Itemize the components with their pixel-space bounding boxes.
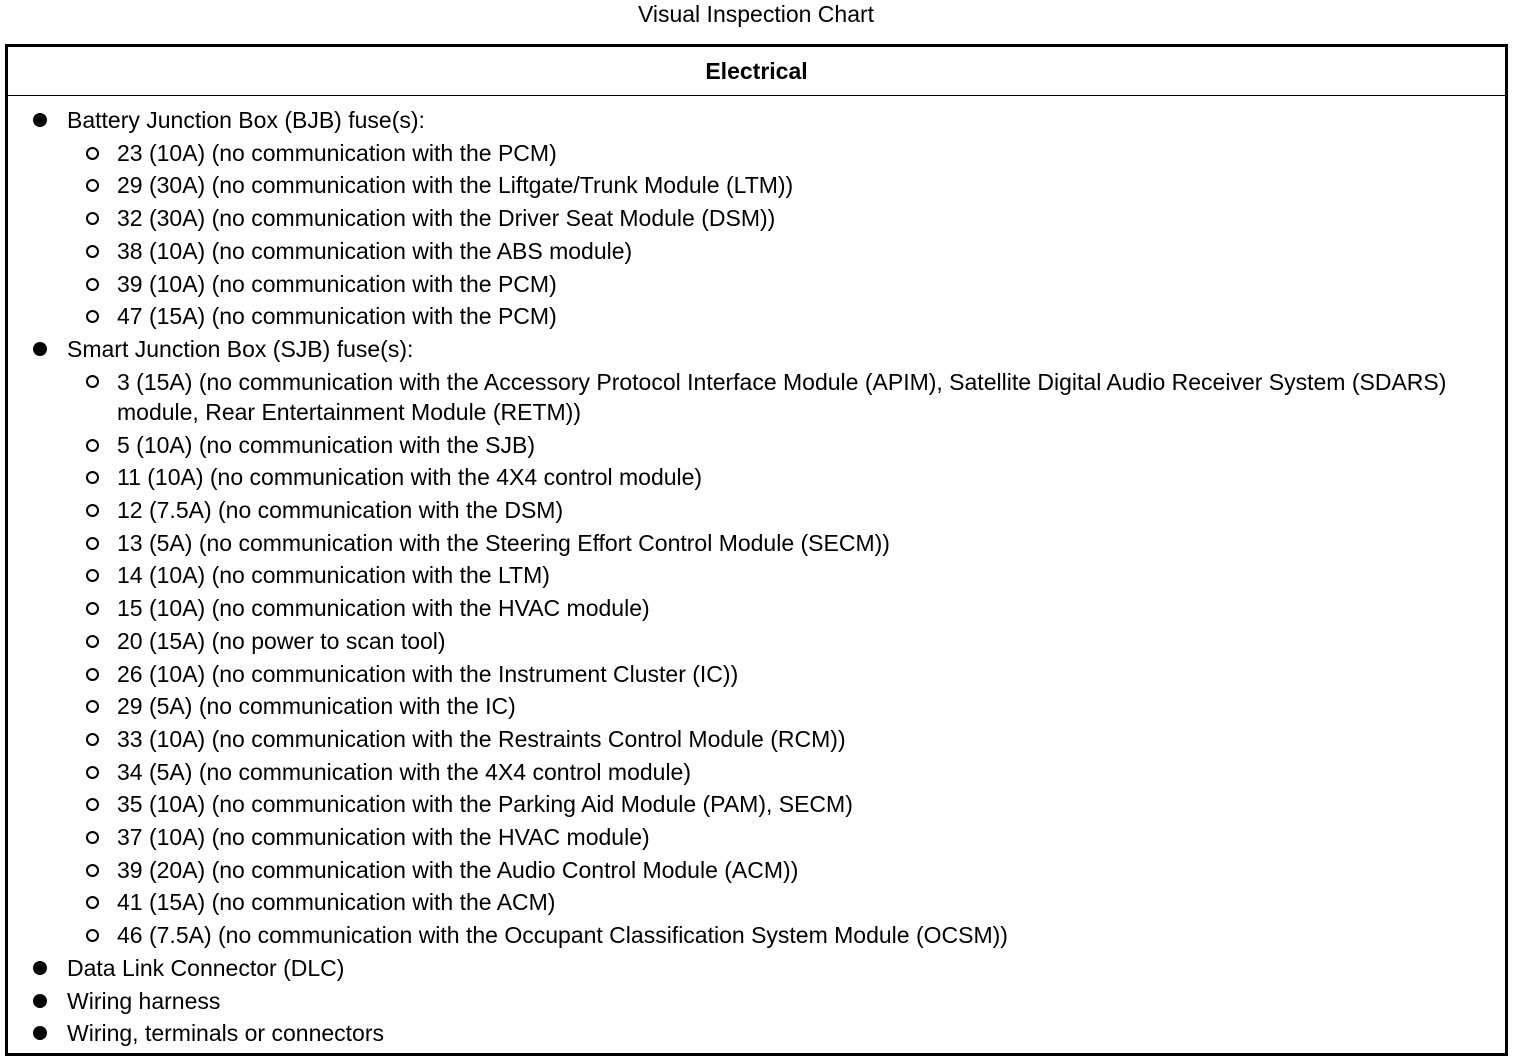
sub-list-item: 3 (15A) (no communication with the Accessory Protocol Interface Module (APIM), Satellite Digital Audio Receiver System (SDARS) module, Rear Entertainment Module (RETM)) — [8, 366, 1505, 429]
sub-list-item: 47 (15A) (no communication with the PCM) — [8, 300, 1505, 333]
sub-list-item: 14 (10A) (no communication with the LTM) — [8, 559, 1505, 592]
circle-bullet-icon — [86, 766, 99, 779]
sub-list-item: 5 (10A) (no communication with the SJB) — [8, 429, 1505, 462]
list-item-sjb — [8, 333, 1505, 366]
circle-bullet-icon — [86, 245, 99, 258]
circle-bullet-icon — [86, 375, 99, 388]
circle-bullet-icon — [86, 569, 99, 582]
circle-bullet-icon — [86, 179, 99, 192]
table-header: Electrical — [8, 47, 1505, 96]
bullet-icon — [33, 994, 47, 1008]
sub-list-item: 41 (15A) (no communication with the ACM) — [8, 886, 1505, 919]
bullet-icon — [33, 113, 47, 127]
list-item-label: Battery Junction Box (BJB) fuse(s): — [67, 107, 425, 133]
circle-bullet-icon — [86, 831, 99, 844]
circle-bullet-icon — [86, 212, 99, 225]
circle-bullet-icon — [86, 798, 99, 811]
sub-list-item: 39 (10A) (no communication with the PCM) — [8, 268, 1505, 301]
circle-bullet-icon — [86, 896, 99, 909]
sub-list-item: 23 (10A) (no communication with the PCM) — [8, 137, 1505, 170]
bjb-fuse-list — [8, 137, 1505, 333]
circle-bullet-icon — [86, 733, 99, 746]
circle-bullet-icon — [86, 504, 99, 517]
sub-list-item: 32 (30A) (no communication with the Driver Seat Module (DSM)) — [8, 202, 1505, 235]
circle-bullet-icon — [86, 471, 99, 484]
bullet-icon — [33, 342, 47, 356]
circle-bullet-icon — [86, 147, 99, 160]
list-item-dlc — [8, 952, 1505, 985]
sub-list-item: 37 (10A) (no communication with the HVAC module) — [8, 821, 1505, 854]
bullet-icon — [33, 961, 47, 975]
sub-list-item: 46 (7.5A) (no communication with the Occupant Classification System Module (OCSM)) — [8, 919, 1505, 952]
sub-list-item: 15 (10A) (no communication with the HVAC module) — [8, 592, 1505, 625]
list-item-wiring-harness — [8, 985, 1505, 1018]
sub-list-item: 13 (5A) (no communication with the Steering Effort Control Module (SECM)) — [8, 527, 1505, 560]
list-item-wiring-terminals — [8, 1017, 1505, 1050]
sub-list-item: 38 (10A) (no communication with the ABS module) — [8, 235, 1505, 268]
circle-bullet-icon — [86, 929, 99, 942]
circle-bullet-icon — [86, 537, 99, 550]
circle-bullet-icon — [86, 278, 99, 291]
circle-bullet-icon — [86, 439, 99, 452]
list-item-label: Data Link Connector (DLC) — [67, 954, 345, 981]
circle-bullet-icon — [86, 310, 99, 323]
sub-list-item: 34 (5A) (no communication with the 4X4 control module) — [8, 756, 1505, 789]
circle-bullet-icon — [86, 700, 99, 713]
sub-list-item: 29 (30A) (no communication with the Liftgate/Trunk Module (LTM)) — [8, 169, 1505, 202]
sub-list-item: 12 (7.5A) (no communication with the DSM) — [8, 494, 1505, 527]
sub-list-item: 29 (5A) (no communication with the IC) — [8, 690, 1505, 723]
chart-caption: Visual Inspection Chart — [637, 1, 875, 27]
circle-bullet-icon — [86, 602, 99, 615]
sub-list-item: 35 (10A) (no communication with the Parking Aid Module (PAM), SECM) — [8, 788, 1505, 821]
table-body — [8, 96, 1505, 1050]
sub-list-item: 39 (20A) (no communication with the Audio Control Module (ACM)) — [8, 854, 1505, 887]
list-item-label: Smart Junction Box (SJB) fuse(s): — [67, 335, 414, 362]
list-item-bjb — [8, 104, 1505, 137]
sub-list-item: 26 (10A) (no communication with the Instrument Cluster (IC)) — [8, 658, 1505, 691]
list-item-label: Wiring harness — [67, 987, 221, 1014]
circle-bullet-icon — [86, 668, 99, 681]
sub-list-item: 20 (15A) (no power to scan tool) — [8, 625, 1505, 658]
circle-bullet-icon — [86, 864, 99, 877]
sjb-fuse-list — [8, 366, 1505, 952]
list-item-label: Wiring, terminals or connectors — [67, 1020, 384, 1047]
sub-list-item: 11 (10A) (no communication with the 4X4 control module) — [8, 461, 1505, 494]
inspection-table — [5, 44, 1508, 1056]
circle-bullet-icon — [86, 635, 99, 648]
sub-list-item: 33 (10A) (no communication with the Restraints Control Module (RCM)) — [8, 723, 1505, 756]
bullet-icon — [33, 1026, 47, 1040]
